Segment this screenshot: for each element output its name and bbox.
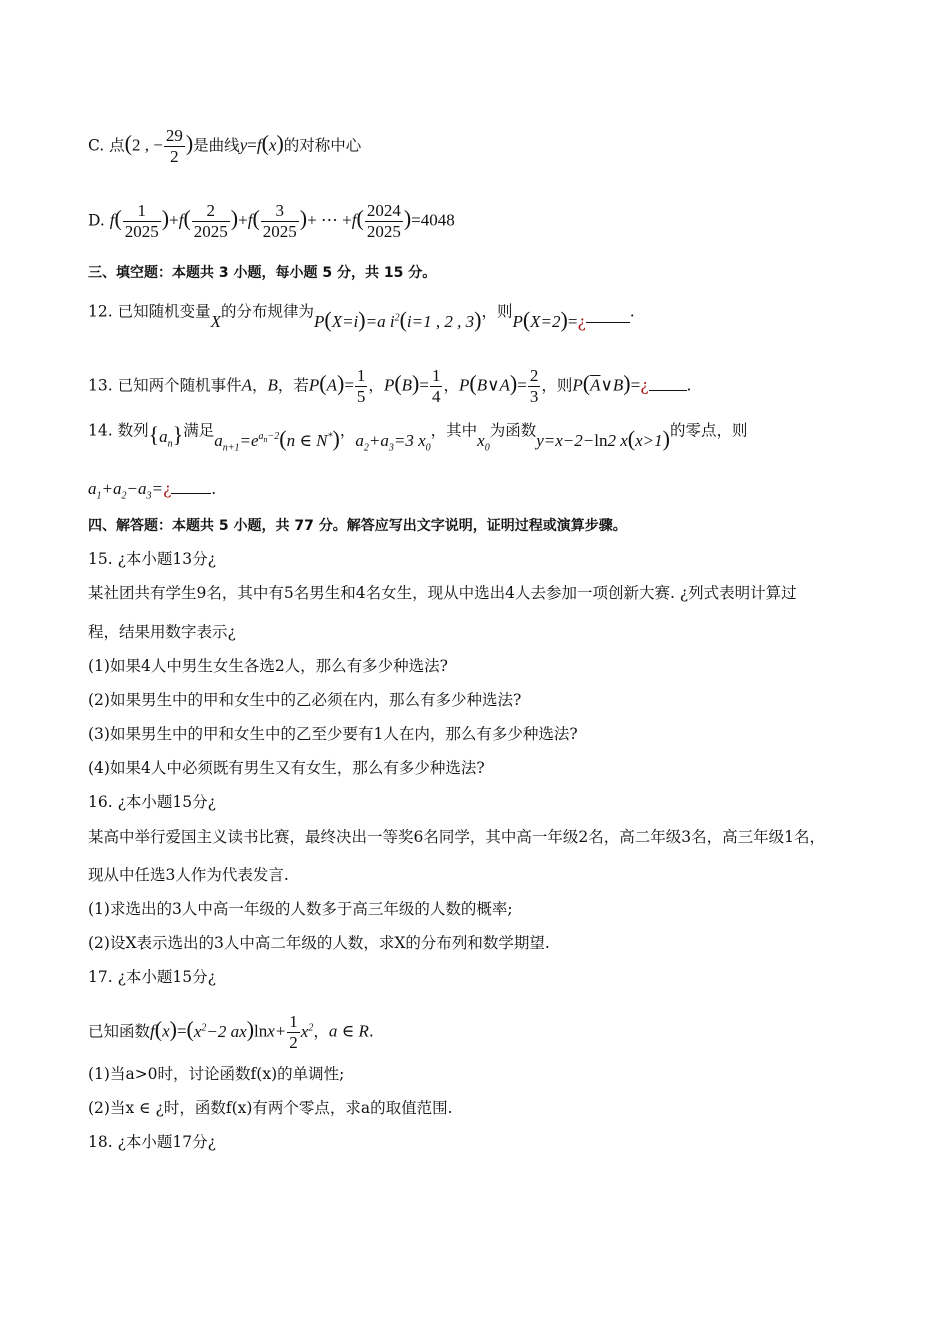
q17-intro: 已知函数$f(x)=(x^2-2$ ax)lnx+ $\frac{1}{2}$ $x^2$，a ∈ R. xyxy=(88,1012,374,1052)
option-c-prefix: C. 点 xyxy=(88,136,125,155)
q15-body2: 程，结果用数字表示¿ xyxy=(88,623,236,641)
question-13: 13. 已知两个随机事件A，B，若P(A)= $\frac{1}{5}$ ，P(B)= $\frac{1}{4}$ ，P(B∨A)= $\frac{2}{3}$ ，则$P(\overline{A}\vee B)=¿$ . xyxy=(88,366,692,406)
fraction: $\frac{29}{2}$ xyxy=(165,126,183,166)
q13-mid: ，若 xyxy=(277,376,309,395)
q16-head: 16. ¿本小题15分¿ xyxy=(88,793,216,811)
q17-head: 17. ¿本小题15分¿ xyxy=(88,968,216,986)
q12-then: ，则 xyxy=(481,302,513,321)
q16-part1: (1)求选出的3人中高一年级的人数多于高三年级的人数的概率; xyxy=(88,900,513,918)
option-d: D. f( $\frac{1}{2025}$ )+f( $\frac{2}{2025}$ )+f( $\frac{3}{2025}$ )+ ⋯ +f( $\frac{2024}{2025}$ )=4048 xyxy=(88,201,455,241)
question-14: 14. 数列$\{a_n\}$满足$a_{n+1}=e^{a_n-2}(n$ ∈ N*)，$a_2+a_3=3$ $x_0$，其中$x_0$为函数y=x−2−ln2 x(x>1)的零点，则 xyxy=(88,421,748,454)
q12-prefix: 12. 已知随机变量 xyxy=(88,302,211,321)
q17-intro-text: 已知函数 xyxy=(88,1022,151,1041)
option-c: C. 点(2 , − $\frac{29}{2}$ )是曲线y=f(x)的对称中心 xyxy=(88,126,362,166)
option-d-prefix: D. xyxy=(88,211,110,230)
q15-head: 15. ¿本小题13分¿ xyxy=(88,550,216,568)
answer-blank xyxy=(586,322,630,323)
q16-part2: (2)设X表示选出的3人中高二年级的人数，求X的分布列和数学期望. xyxy=(88,934,550,952)
answer-blank xyxy=(649,390,687,391)
option-c-text: 是曲线 xyxy=(193,136,240,155)
q13-then: ，则 xyxy=(541,376,573,395)
q14-prefix: 14. 数列 xyxy=(88,421,149,440)
section-fill-in: 三、填空题：本题共 3 小题，每小题 5 分，共 15 分。 xyxy=(88,265,437,281)
q14-mid1: 满足 xyxy=(183,421,215,440)
q18-head: 18. ¿本小题17分¿ xyxy=(88,1133,216,1151)
q12-mid: 的分布规律为 xyxy=(220,302,314,321)
q14-mid2: 其中 xyxy=(446,421,478,440)
answer-blank xyxy=(171,493,211,494)
q15-part3: (3)如果男生中的甲和女生中的乙至少要有1人在内，那么有多少种选法? xyxy=(88,725,578,743)
q15-part4: (4)如果4人中必须既有男生又有女生，那么有多少种选法? xyxy=(88,759,485,777)
section-answer: 四、解答题：本题共 5 小题，共 77 分。解答应写出文字说明，证明过程或演算步骤。 xyxy=(88,518,627,534)
q14-tail: 的零点，则 xyxy=(669,421,748,440)
question-14-cont: $a_1+a_2-a_3=¿$ . xyxy=(88,479,217,502)
q15-body1: 某社团共有学生9名，其中有5名男生和4名女生，现从中选出4人去参加一项创新大赛. ¿列式表明计算过 xyxy=(88,584,797,602)
q14-mid3: 为函数 xyxy=(489,421,537,440)
q17-part2: (2)当x ∈ ¿时，函数f(x)有两个零点，求a的取值范围. xyxy=(88,1099,453,1117)
q16-body2: 现从中任选3人作为代表发言. xyxy=(88,866,289,884)
q16-body1: 某高中举行爱国主义读书比赛，最终决出一等奖6名同学，其中高一年级2名，高二年级3名，高三年级1名， xyxy=(88,828,825,846)
q15-part2: (2)如果男生中的甲和女生中的乙必须在内，那么有多少种选法? xyxy=(88,691,522,709)
q15-part1: (1)如果4人中男生女生各选2人，那么有多少种选法? xyxy=(88,657,448,675)
q13-prefix: 13. 已知两个随机事件 xyxy=(88,376,242,395)
question-12: 12. 已知随机变量X的分布规律为P(X=i)=a $i^2(i=1$ , 2 , 3)，则P(X=2)=¿. xyxy=(88,302,635,332)
option-c-suffix: 的对称中心 xyxy=(283,136,362,155)
q17-part1: (1)当a>0时，讨论函数f(x)的单调性; xyxy=(88,1065,345,1083)
